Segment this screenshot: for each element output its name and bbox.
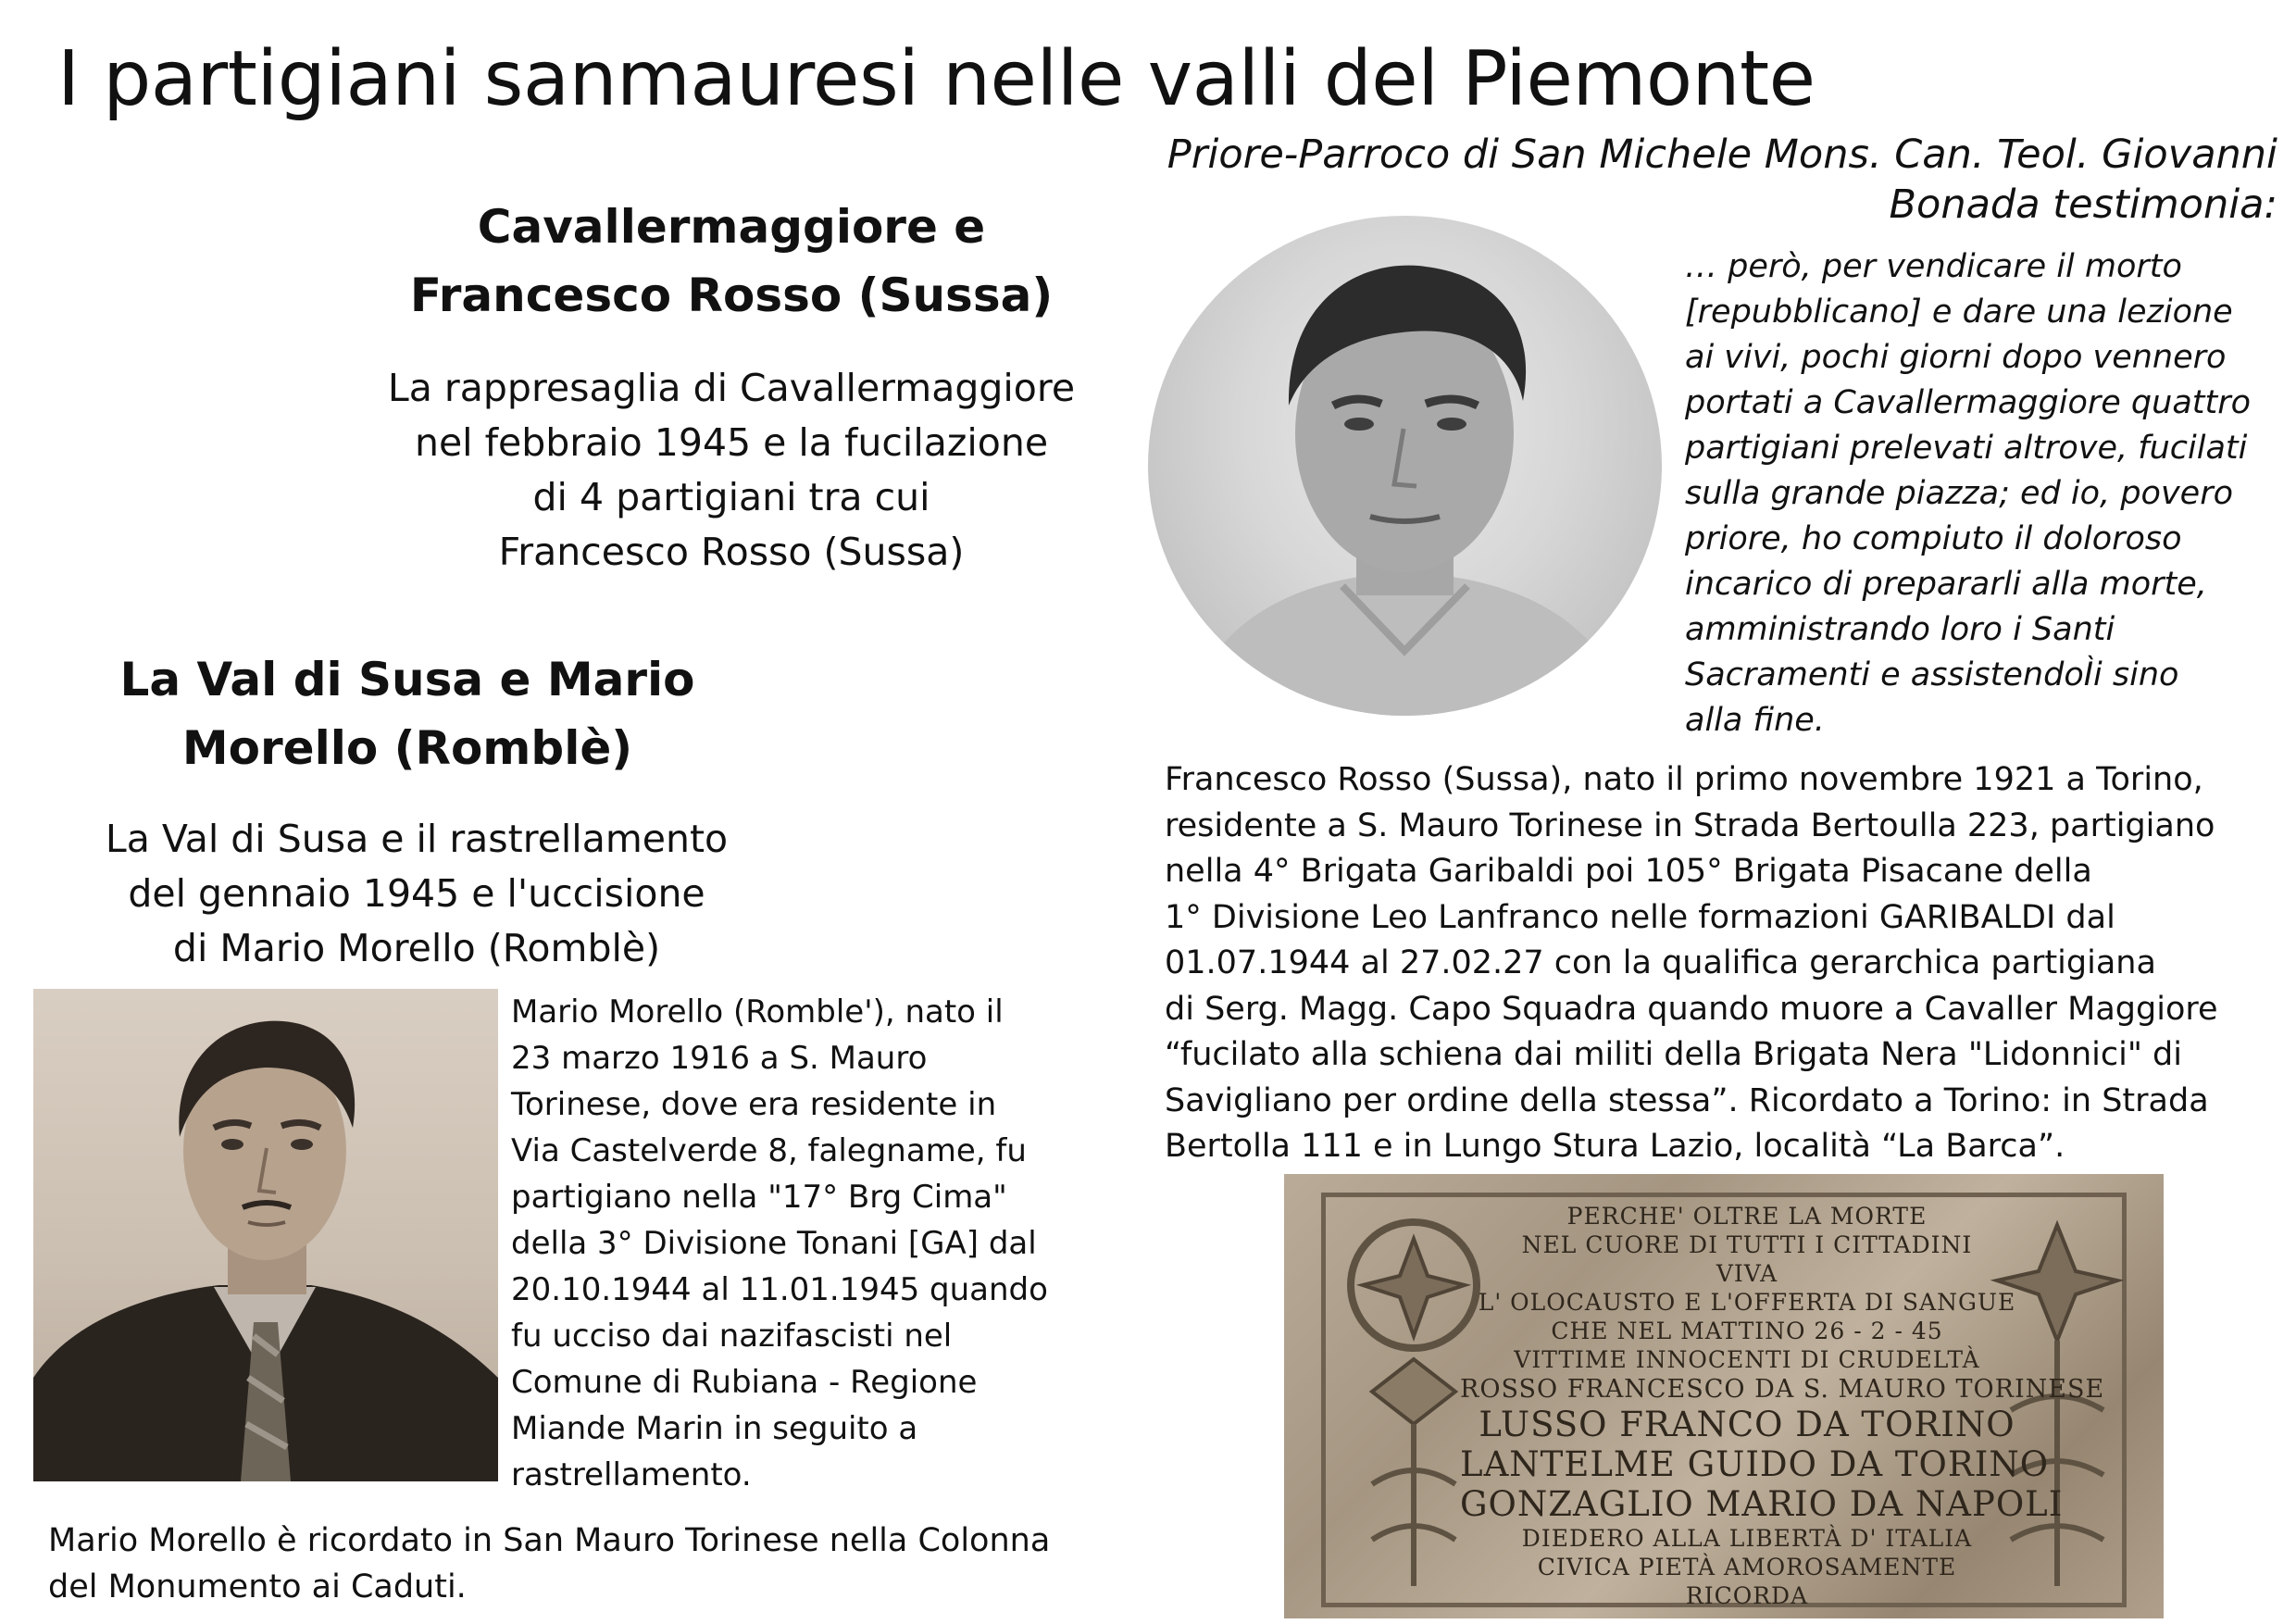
subtitle-line: del gennaio 1945 e l'uccisione [128, 871, 705, 916]
priest-intro-line: Bonada testimonia: [1889, 181, 2277, 228]
plaque-line: GONZAGLIO MARIO DA NAPOLI [1460, 1484, 2064, 1524]
portrait-figure-icon [1148, 216, 1662, 716]
quote-line: amministrando loro i Santi [1685, 611, 2115, 648]
plaque-line: NEL CUORE DI TUTTI I CITTADINI [1521, 1231, 1973, 1258]
section-subtitle-cavallermaggiore [306, 361, 1157, 580]
plaque-line: PERCHE' OLTRE LA MORTE [1566, 1203, 1928, 1230]
bio-line: Mario Morello (Romble'), nato il [511, 993, 1004, 1031]
morello-memorial-note [48, 1518, 1159, 1610]
quote-line: sulla grande piazza; ed io, povero [1685, 475, 2233, 512]
plaque-line: VITTIME INNOCENTI DI CRUDELTÀ [1514, 1346, 1980, 1373]
plaque-line: VIVA [1716, 1260, 1778, 1287]
quote-line: portati a Cavallermaggiore quattro [1685, 384, 2252, 421]
priest-intro-line: Priore-Parroco di San Michele Mons. Can. Teol. Giovanni [1167, 131, 2277, 178]
quote-line: incarico di prepararli alla morte, [1685, 566, 2207, 603]
note-line: Mario Morello è ricordato in San Mauro Torinese nella Colonna [48, 1522, 1051, 1559]
bio-line: della 3° Divisione Tonani [GA] dal [511, 1225, 1037, 1262]
plaque-line: LANTELME GUIDO DA TORINO [1460, 1444, 2050, 1484]
subtitle-line: La rappresaglia di Cavallermaggiore [387, 366, 1076, 410]
page-title: I partigiani sanmauresi nelle valli del Piemonte [57, 35, 1816, 123]
plaque-line: L' OLOCAUSTO E L'OFFERTA DI SANGUE [1478, 1289, 2016, 1316]
plaque-inscription [1460, 1202, 2105, 1610]
rosso-portrait-photo [1148, 216, 1662, 716]
subtitle-line: di 4 partigiani tra cui [532, 475, 930, 519]
quote-line: priore, ho compiuto il doloroso [1685, 520, 2182, 557]
subtitle-line: La Val di Susa e il rastrellamento [105, 817, 729, 861]
bio-line: rastrellamento. [511, 1456, 752, 1493]
priest-quote [1685, 244, 2277, 743]
heading-line: La Val di Susa e Mario [119, 653, 695, 706]
bio-line: nella 4° Brigata Garibaldi poi 105° Brigata Pisacane della [1165, 853, 2092, 890]
bio-line: partigiano nella "17° Brg Cima" [511, 1179, 1007, 1216]
morello-biography [511, 989, 1104, 1498]
bio-line: fu ucciso dai nazifascisti nel [511, 1318, 953, 1355]
subtitle-line: Francesco Rosso (Sussa) [498, 530, 965, 574]
bio-line: Miande Marin in seguito a [511, 1410, 918, 1447]
bio-line: di Serg. Magg. Capo Squadra quando muore a Cavaller Maggiore [1165, 990, 2218, 1028]
bio-line: residente a S. Mauro Torinese in Strada Bertoulla 223, partigiano [1165, 806, 2215, 844]
quote-line: alla fine. [1685, 702, 1825, 739]
bio-line: 01.07.1944 al 27.02.27 con la qualifica gerarchica partigiana [1165, 944, 2156, 981]
section-heading-cavallermaggiore [315, 193, 1148, 330]
bio-line: Francesco Rosso (Sussa), nato il primo novembre 1921 a Torino, [1165, 761, 2203, 798]
heading-line: Morello (Romblè) [181, 721, 633, 775]
quote-line: … però, per vendicare il morto [1685, 248, 2182, 285]
plaque-line: LUSSO FRANCO DA TORINO [1479, 1405, 2015, 1444]
rosso-biography [1165, 757, 2285, 1170]
bio-line: Comune di Rubiana - Regione [511, 1364, 978, 1401]
subtitle-line: di Mario Morello (Romblè) [172, 926, 661, 970]
bio-line: Savigliano per ordine della stessa”. Ricordato a Torino: in Strada [1165, 1081, 2209, 1119]
priest-intro [1137, 130, 2277, 230]
bio-line: 20.10.1944 al 11.01.1945 quando [511, 1271, 1048, 1308]
bio-line: Via Castelverde 8, falegname, fu [511, 1132, 1027, 1169]
bio-line: 23 marzo 1916 a S. Mauro [511, 1040, 928, 1077]
quote-line: [repubblicano] e dare una lezione [1685, 294, 2233, 331]
portrait-figure-icon [33, 989, 498, 1481]
plaque-line: CHE NEL MATTINO 26 - 2 - 45 [1551, 1318, 1943, 1344]
morello-portrait-photo [33, 989, 498, 1481]
section-heading-valsusa [28, 645, 787, 782]
bio-line: Bertolla 111 e in Lungo Stura Lazio, località “La Barca”. [1165, 1128, 2065, 1165]
quote-line: partigiani prelevati altrove, fucilati [1685, 430, 2248, 467]
quote-line: Sacramenti e assistendoÌi sino [1685, 656, 2179, 693]
bio-line: Torinese, dove era residente in [511, 1086, 997, 1123]
heading-line: Cavallermaggiore e [477, 200, 986, 254]
subtitle-line: nel febbraio 1945 e la fucilazione [414, 420, 1049, 465]
bio-line: 1° Divisione Leo Lanfranco nelle formazioni GARIBALDI dal [1165, 898, 2115, 936]
quote-line: ai vivi, pochi giorni dopo vennero [1685, 339, 2227, 376]
note-line: del Monumento ai Caduti. [48, 1568, 467, 1605]
plaque-line: RICORDA [1685, 1582, 1809, 1609]
plaque-line: CIVICA PIETÀ AMOROSAMENTE [1537, 1554, 1957, 1580]
memorial-plaque-photo [1284, 1174, 2164, 1618]
plaque-line: ROSSO FRANCESCO DA S. MAURO TORINESE [1460, 1375, 2105, 1404]
bio-line: “fucilato alla schiena dai militi della Brigata Nera "Lidonnici" di [1165, 1036, 2182, 1073]
section-subtitle-valsusa [28, 812, 805, 976]
heading-line: Francesco Rosso (Sussa) [409, 269, 1054, 322]
plaque-line: DIEDERO ALLA LIBERTÀ D' ITALIA [1521, 1525, 1973, 1552]
